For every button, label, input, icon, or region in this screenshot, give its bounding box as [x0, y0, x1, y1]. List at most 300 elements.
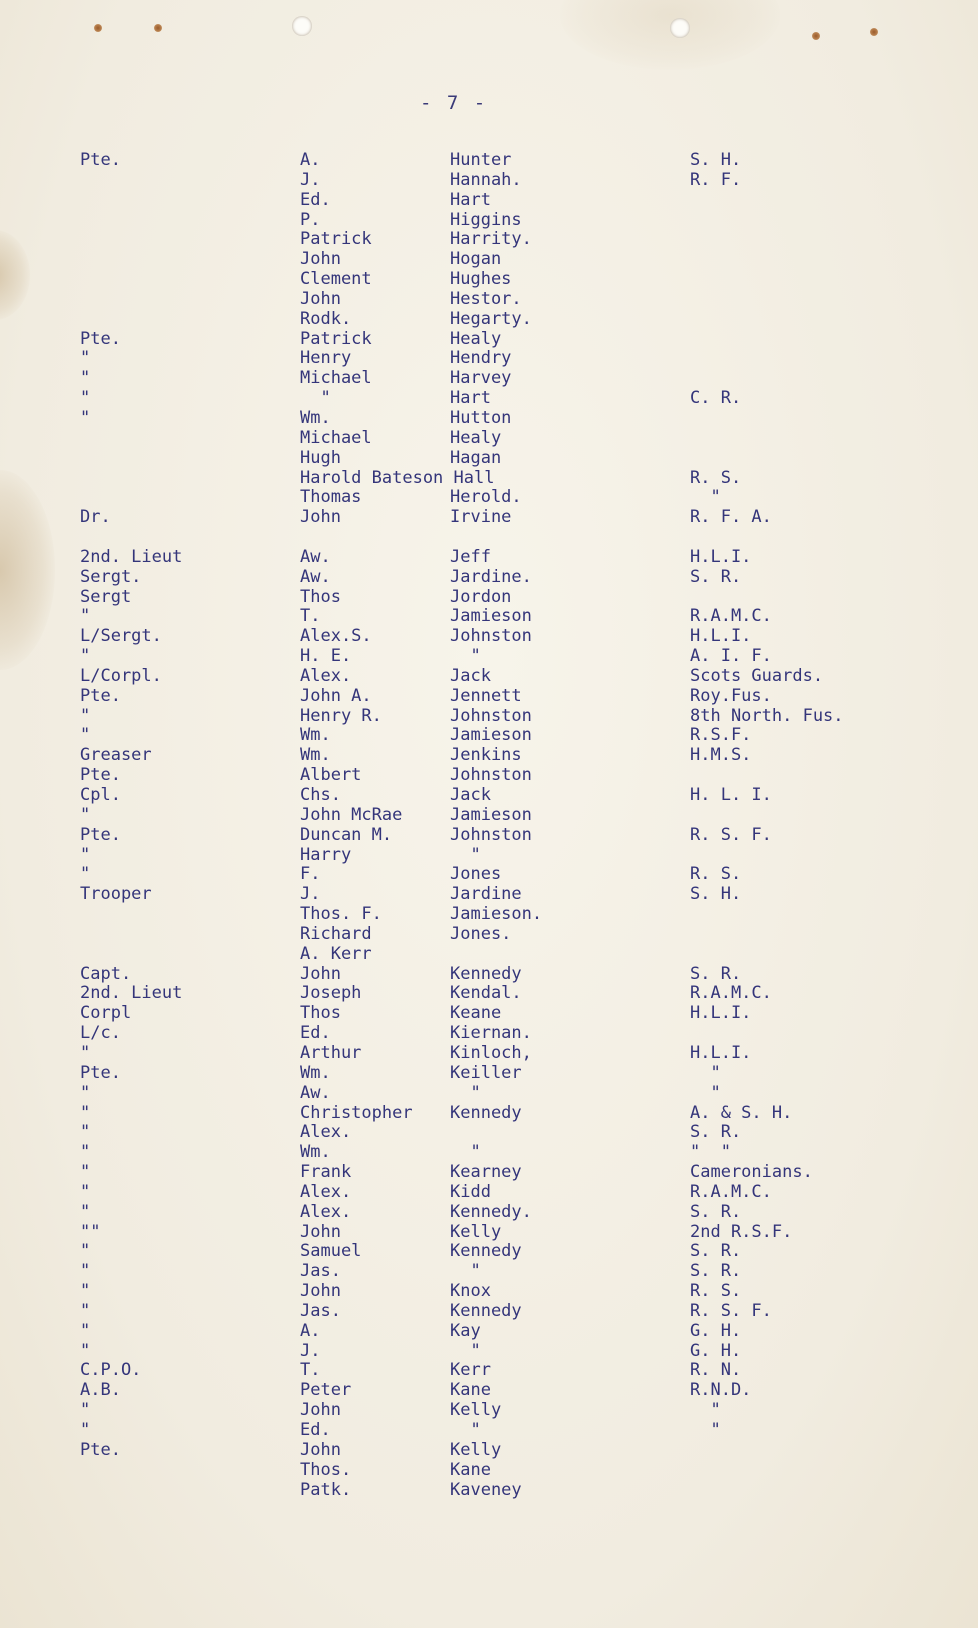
roster-row: [0, 507, 978, 527]
roster-row: [0, 269, 978, 289]
punch-hole: [292, 16, 312, 36]
surname-cell: Jamieson: [450, 804, 532, 825]
surname-cell: Jamieson.: [450, 904, 543, 925]
first-name-cell: Clement: [300, 269, 372, 290]
unit-cell: A. I. F.: [690, 646, 772, 667]
rank-cell: ": [80, 804, 91, 825]
roster-row: [0, 1420, 978, 1440]
roster-row: [0, 864, 978, 884]
roster-row: [0, 1162, 978, 1182]
first-name-cell: Michael: [300, 368, 372, 389]
first-name-cell: Henry: [300, 348, 352, 369]
first-name-cell: Wm.: [300, 1062, 331, 1083]
unit-cell: Roy.Fus.: [690, 685, 772, 706]
roster-row: [0, 1003, 978, 1023]
roster-row: [0, 229, 978, 249]
unit-cell: R.S.F.: [690, 725, 752, 746]
roster-row: [0, 924, 978, 944]
unit-cell: R. F. A.: [690, 507, 772, 528]
roster-row: [0, 368, 978, 388]
rank-cell: ": [80, 646, 91, 667]
roster-row: [0, 408, 978, 428]
roster-row: [0, 1281, 978, 1301]
unit-cell: R. N.: [690, 1360, 742, 1381]
surname-cell: Hagan: [450, 447, 502, 468]
roster-row: [0, 567, 978, 587]
water-stain: [560, 0, 780, 70]
surname-cell: Jamieson: [450, 606, 532, 627]
surname-cell: Hart: [450, 189, 491, 210]
first-name-cell: Richard: [300, 923, 372, 944]
rust-mark: [870, 28, 878, 36]
surname-cell: Jeff: [450, 546, 491, 567]
roster-row: [0, 1400, 978, 1420]
rank-cell: Trooper: [80, 884, 152, 905]
unit-cell: H.L.I.: [690, 1042, 752, 1063]
unit-cell: ": [690, 1400, 721, 1421]
surname-cell: Keane: [450, 1003, 502, 1024]
rank-cell: ": [80, 1241, 91, 1262]
surname-cell: Hestor.: [450, 288, 522, 309]
first-name-cell: J.: [300, 1340, 321, 1361]
unit-cell: R. S.: [690, 864, 742, 885]
surname-cell: Kennedy: [450, 963, 522, 984]
roster-row: [0, 626, 978, 646]
surname-cell: Jardine.: [450, 566, 532, 587]
first-name-cell: Aw.: [300, 546, 331, 567]
first-name-cell: P.: [300, 209, 321, 230]
roster-list: [0, 150, 978, 1499]
first-name-cell: John: [300, 1439, 341, 1460]
surname-cell: ": [450, 844, 481, 865]
surname-cell: Jamieson: [450, 725, 532, 746]
first-name-cell: Harry: [300, 844, 352, 865]
first-name-cell: A.: [300, 1320, 321, 1341]
first-name-cell: John: [300, 249, 341, 270]
surname-cell: Johnston: [450, 765, 532, 786]
roster-row: [0, 904, 978, 924]
roster-row: [0, 527, 978, 547]
surname-cell: ": [450, 1142, 481, 1163]
surname-cell: Keiller: [450, 1062, 522, 1083]
first-name-cell: Thos. F.: [300, 904, 382, 925]
roster-row: [0, 1460, 978, 1480]
first-name-cell: Patk.: [300, 1479, 352, 1500]
roster-row: [0, 1063, 978, 1083]
first-name-cell: Ed.: [300, 1023, 331, 1044]
rank-cell: Pte.: [80, 824, 121, 845]
roster-row: [0, 1083, 978, 1103]
surname-cell: Kay: [450, 1320, 481, 1341]
roster-row: [0, 1321, 978, 1341]
surname-cell: Kearney: [450, 1162, 522, 1183]
first-name-cell: H. E.: [300, 646, 352, 667]
first-name-cell: John: [300, 1400, 341, 1421]
first-name-cell: Christopher: [300, 1102, 413, 1123]
first-name-cell: Rodk.: [300, 308, 352, 329]
rank-cell: Pte.: [80, 765, 121, 786]
unit-cell: G. H.: [690, 1320, 742, 1341]
roster-row: [0, 1241, 978, 1261]
first-name-cell: Albert: [300, 765, 362, 786]
surname-cell: Kane: [450, 1459, 491, 1480]
rank-cell: ": [80, 1042, 91, 1063]
rank-cell: ": [80, 1400, 91, 1421]
unit-cell: S. R.: [690, 1241, 742, 1262]
surname-cell: Kennedy: [450, 1300, 522, 1321]
first-name-cell: Joseph: [300, 983, 362, 1004]
surname-cell: ": [450, 1420, 481, 1440]
surname-cell: Hart: [450, 388, 491, 409]
unit-cell: R.A.M.C.: [690, 1181, 772, 1202]
first-name-cell: J.: [300, 884, 321, 905]
roster-row: [0, 289, 978, 309]
surname-cell: Hannah.: [450, 169, 522, 190]
surname-cell: Kelly: [450, 1400, 502, 1421]
first-name-cell: Aw.: [300, 566, 331, 587]
first-name-cell: Alex.: [300, 1122, 352, 1143]
roster-row: [0, 1261, 978, 1281]
rank-cell: Sergt.: [80, 566, 142, 587]
roster-row: [0, 587, 978, 607]
roster-row: [0, 210, 978, 230]
first-name-cell: Wm.: [300, 745, 331, 766]
rank-cell: ": [80, 1201, 91, 1222]
unit-cell: S. H.: [690, 884, 742, 905]
unit-cell: R. S.: [690, 1281, 742, 1302]
rank-cell: L/Sergt.: [80, 626, 162, 647]
first-name-cell: Samuel: [300, 1241, 362, 1262]
surname-cell: Hutton: [450, 407, 512, 428]
first-name-cell: Wm.: [300, 407, 331, 428]
first-name-cell: Patrick: [300, 328, 372, 349]
surname-cell: Herold.: [450, 487, 522, 508]
unit-cell: 8th North. Fus.: [690, 705, 844, 726]
rank-cell: Corpl: [80, 1003, 132, 1024]
roster-row: [0, 1222, 978, 1242]
rank-cell: ": [80, 1420, 91, 1440]
surname-cell: Hegarty.: [450, 308, 532, 329]
rank-cell: Pte.: [80, 685, 121, 706]
surname-cell: Hendry: [450, 348, 512, 369]
unit-cell: R. S. F.: [690, 824, 772, 845]
roster-row: [0, 1043, 978, 1063]
rank-cell: Pte.: [80, 328, 121, 349]
unit-cell: Scots Guards.: [690, 665, 824, 686]
surname-cell: Johnston: [450, 626, 532, 647]
roster-row: [0, 1440, 978, 1460]
roster-row: [0, 428, 978, 448]
rank-cell: 2nd. Lieut: [80, 546, 183, 567]
rank-cell: C.P.O.: [80, 1360, 142, 1381]
roster-row: [0, 1202, 978, 1222]
surname-cell: Kaveney: [450, 1479, 522, 1500]
roster-row: [0, 150, 978, 170]
unit-cell: S. R.: [690, 1122, 742, 1143]
rank-cell: ": [80, 725, 91, 746]
rank-cell: ": [80, 388, 91, 409]
rank-cell: ": [80, 1102, 91, 1123]
first-name-cell: Alex.: [300, 1181, 352, 1202]
roster-row: [0, 606, 978, 626]
roster-row: [0, 1380, 978, 1400]
first-name-cell: Harold Bateson Hall: [300, 467, 495, 488]
roster-row: [0, 825, 978, 845]
roster-row: [0, 1182, 978, 1202]
unit-cell: C. R.: [690, 388, 742, 409]
unit-cell: R.A.M.C.: [690, 606, 772, 627]
surname-cell: Kennedy: [450, 1102, 522, 1123]
first-name-cell: Wm.: [300, 1142, 331, 1163]
rank-cell: Pte.: [80, 1439, 121, 1460]
rust-mark: [812, 32, 820, 40]
rank-cell: ": [80, 1142, 91, 1163]
surname-cell: Jones.: [450, 923, 512, 944]
rank-cell: Capt.: [80, 963, 132, 984]
first-name-cell: Henry R.: [300, 705, 382, 726]
unit-cell: " ": [690, 1142, 731, 1163]
first-name-cell: A.: [300, 150, 321, 170]
surname-cell: ": [450, 1082, 481, 1103]
roster-row: [0, 547, 978, 567]
unit-cell: H.L.I.: [690, 1003, 752, 1024]
roster-row: [0, 964, 978, 984]
first-name-cell: John A.: [300, 685, 372, 706]
surname-cell: Kiernan.: [450, 1023, 532, 1044]
roster-row: [0, 329, 978, 349]
surname-cell: ": [450, 1340, 481, 1361]
surname-cell: Kennedy: [450, 1241, 522, 1262]
first-name-cell: Thos: [300, 586, 341, 607]
first-name-cell: Arthur: [300, 1042, 362, 1063]
rank-cell: 2nd. Lieut: [80, 983, 183, 1004]
first-name-cell: Alex.: [300, 1201, 352, 1222]
rank-cell: ": [80, 407, 91, 428]
first-name-cell: John: [300, 1281, 341, 1302]
surname-cell: Higgins: [450, 209, 522, 230]
first-name-cell: Duncan M.: [300, 824, 393, 845]
surname-cell: Kerr: [450, 1360, 491, 1381]
first-name-cell: ": [300, 388, 331, 409]
unit-cell: Cameronians.: [690, 1162, 813, 1183]
roster-row: [0, 249, 978, 269]
roster-row: [0, 785, 978, 805]
roster-row: [0, 309, 978, 329]
surname-cell: Jardine: [450, 884, 522, 905]
rank-cell: ": [80, 606, 91, 627]
roster-row: [0, 487, 978, 507]
unit-cell: G. H.: [690, 1340, 742, 1361]
rank-cell: ": [80, 844, 91, 865]
unit-cell: A. & S. H.: [690, 1102, 793, 1123]
first-name-cell: Alex.S.: [300, 626, 372, 647]
surname-cell: Irvine: [450, 507, 512, 528]
roster-row: [0, 1341, 978, 1361]
first-name-cell: Ed.: [300, 1420, 331, 1440]
roster-row: [0, 1480, 978, 1500]
surname-cell: Johnston: [450, 705, 532, 726]
first-name-cell: Ed.: [300, 189, 331, 210]
rank-cell: "": [80, 1221, 101, 1242]
roster-row: [0, 666, 978, 686]
rank-cell: Pte.: [80, 1062, 121, 1083]
rank-cell: Sergt: [80, 586, 132, 607]
rank-cell: Dr.: [80, 507, 111, 528]
first-name-cell: Aw.: [300, 1082, 331, 1103]
first-name-cell: Jas.: [300, 1300, 341, 1321]
surname-cell: Kendal.: [450, 983, 522, 1004]
unit-cell: R. S.: [690, 467, 742, 488]
first-name-cell: T.: [300, 1360, 321, 1381]
roster-row: [0, 805, 978, 825]
first-name-cell: Thos: [300, 1003, 341, 1024]
first-name-cell: Peter: [300, 1380, 352, 1401]
rank-cell: ": [80, 348, 91, 369]
surname-cell: Kinloch,: [450, 1042, 532, 1063]
rank-cell: Pte.: [80, 150, 121, 170]
surname-cell: Jordon: [450, 586, 512, 607]
surname-cell: ": [450, 1261, 481, 1282]
rank-cell: ": [80, 1300, 91, 1321]
first-name-cell: Frank: [300, 1162, 352, 1183]
first-name-cell: Hugh: [300, 447, 341, 468]
rank-cell: ": [80, 1281, 91, 1302]
surname-cell: Johnston: [450, 824, 532, 845]
roster-row: [0, 348, 978, 368]
rank-cell: ": [80, 1122, 91, 1143]
unit-cell: ": [690, 1420, 721, 1440]
unit-cell: 2nd R.S.F.: [690, 1221, 793, 1242]
surname-cell: Jones: [450, 864, 502, 885]
surname-cell: Harvey: [450, 368, 512, 389]
surname-cell: Hunter: [450, 150, 512, 170]
rank-cell: L/c.: [80, 1023, 121, 1044]
first-name-cell: Chs.: [300, 785, 341, 805]
rank-cell: ": [80, 1082, 91, 1103]
roster-row: [0, 1142, 978, 1162]
roster-row: [0, 983, 978, 1003]
first-name-cell: Michael: [300, 427, 372, 448]
first-name-cell: John: [300, 288, 341, 309]
roster-row: [0, 884, 978, 904]
unit-cell: ": [690, 1082, 721, 1103]
surname-cell: Kelly: [450, 1439, 502, 1460]
first-name-cell: John: [300, 963, 341, 984]
roster-row: [0, 468, 978, 488]
first-name-cell: Alex.: [300, 665, 352, 686]
unit-cell: ": [690, 487, 721, 508]
surname-cell: Kennedy.: [450, 1201, 532, 1222]
first-name-cell: Thos.: [300, 1459, 352, 1480]
first-name-cell: T.: [300, 606, 321, 627]
roster-row: [0, 686, 978, 706]
surname-cell: Kidd: [450, 1181, 491, 1202]
unit-cell: R. F.: [690, 169, 742, 190]
surname-cell: Jack: [450, 665, 491, 686]
roster-row: [0, 725, 978, 745]
rank-cell: ": [80, 1320, 91, 1341]
unit-cell: S. R.: [690, 566, 742, 587]
roster-row: [0, 845, 978, 865]
surname-cell: Healy: [450, 328, 502, 349]
rank-cell: ": [80, 368, 91, 389]
roster-row: [0, 745, 978, 765]
unit-cell: R.A.M.C.: [690, 983, 772, 1004]
roster-row: [0, 1301, 978, 1321]
rust-mark: [154, 24, 162, 32]
surname-cell: Kelly: [450, 1221, 502, 1242]
rank-cell: Cpl.: [80, 785, 121, 805]
first-name-cell: A. Kerr: [300, 943, 372, 964]
first-name-cell: John: [300, 507, 341, 528]
unit-cell: S. R.: [690, 1201, 742, 1222]
first-name-cell: Jas.: [300, 1261, 341, 1282]
page-number: - 7 -: [420, 92, 488, 114]
roster-row: [0, 388, 978, 408]
first-name-cell: John: [300, 1221, 341, 1242]
unit-cell: H.M.S.: [690, 745, 752, 766]
roster-row: [0, 448, 978, 468]
surname-cell: ": [450, 646, 481, 667]
first-name-cell: F.: [300, 864, 321, 885]
rank-cell: ": [80, 1340, 91, 1361]
surname-cell: Hogan: [450, 249, 502, 270]
unit-cell: H.L.I.: [690, 546, 752, 567]
unit-cell: R.N.D.: [690, 1380, 752, 1401]
rank-cell: ": [80, 864, 91, 885]
rank-cell: ": [80, 1162, 91, 1183]
unit-cell: S. H.: [690, 150, 742, 170]
rank-cell: ": [80, 1181, 91, 1202]
roster-row: [0, 944, 978, 964]
surname-cell: Knox: [450, 1281, 491, 1302]
first-name-cell: Wm.: [300, 725, 331, 746]
roster-row: [0, 1122, 978, 1142]
surname-cell: Healy: [450, 427, 502, 448]
roster-row: [0, 1023, 978, 1043]
roster-row: [0, 190, 978, 210]
rank-cell: ": [80, 705, 91, 726]
unit-cell: H. L. I.: [690, 785, 772, 805]
roster-row: [0, 1360, 978, 1380]
rank-cell: Greaser: [80, 745, 152, 766]
first-name-cell: Patrick: [300, 229, 372, 250]
surname-cell: Jack: [450, 785, 491, 805]
surname-cell: Hughes: [450, 269, 512, 290]
roster-row: [0, 765, 978, 785]
first-name-cell: J.: [300, 169, 321, 190]
roster-row: [0, 170, 978, 190]
unit-cell: H.L.I.: [690, 626, 752, 647]
surname-cell: Jenkins: [450, 745, 522, 766]
surname-cell: Harrity.: [450, 229, 532, 250]
first-name-cell: John McRae: [300, 804, 403, 825]
rank-cell: ": [80, 1261, 91, 1282]
unit-cell: S. R.: [690, 1261, 742, 1282]
first-name-cell: Thomas: [300, 487, 362, 508]
rust-mark: [94, 24, 102, 32]
rank-cell: A.B.: [80, 1380, 121, 1401]
unit-cell: S. R.: [690, 963, 742, 984]
roster-row: [0, 646, 978, 666]
rank-cell: L/Corpl.: [80, 665, 162, 686]
unit-cell: ": [690, 1062, 721, 1083]
roster-row: [0, 1103, 978, 1123]
punch-hole: [670, 18, 690, 38]
roster-row: [0, 706, 978, 726]
surname-cell: Kane: [450, 1380, 491, 1401]
surname-cell: Jennett: [450, 685, 522, 706]
